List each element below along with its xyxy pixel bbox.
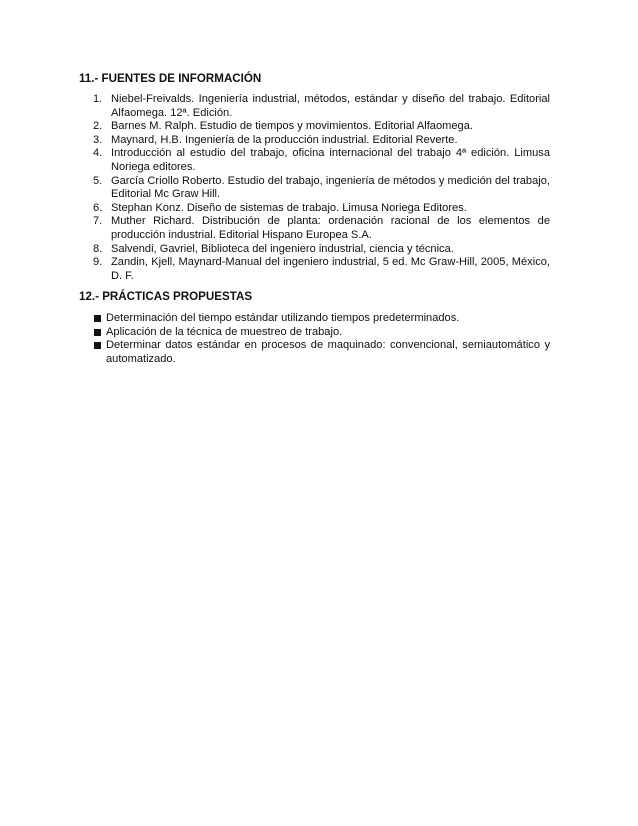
item-text: Zandin, Kjell, Maynard-Manual del ingeniero industrial, 5 ed. Mc Graw-Hill, 2005, México, D. F. (111, 256, 550, 282)
item-text: Determinar datos estándar en procesos de maquinado: convencional, semiautomático y automatizado. (106, 339, 550, 365)
section-title-practices: 12.- PRÁCTICAS PROPUESTAS (79, 290, 253, 303)
list-item (0, 175, 550, 202)
list-item (0, 312, 550, 326)
square-bullet-icon (94, 329, 101, 336)
item-text: Salvendi, Gavriel, Biblioteca del ingeniero industrial, ciencia y técnica. (111, 242, 454, 255)
item-number: 7. (93, 215, 103, 228)
item-text: Stephan Konz. Diseño de sistemas de trabajo. Limusa Noriega Editores. (111, 201, 467, 214)
item-number: 4. (93, 147, 103, 160)
item-number: 9. (93, 256, 103, 269)
item-number: 5. (93, 174, 103, 187)
list-item (0, 202, 550, 216)
item-number: 2. (93, 120, 103, 133)
sources-list (0, 93, 550, 283)
item-text: Determinación del tiempo estándar utilizando tiempos predeterminados. (106, 312, 460, 324)
list-item (0, 243, 550, 257)
item-number: 1. (93, 93, 103, 105)
item-text: Niebel-Freivalds. Ingeniería industrial, métodos, estándar y diseño del trabajo. Editorial Alfaomega. 12ª. Edición. (111, 93, 550, 119)
section-title-sources: 11.- FUENTES DE INFORMACIÓN (79, 72, 262, 85)
item-number: 8. (93, 242, 103, 255)
list-item (0, 93, 550, 120)
item-text: Barnes M. Ralph. Estudio de tiempos y movimientos. Editorial Alfaomega. (111, 120, 473, 133)
list-item (0, 326, 550, 340)
square-bullet-icon (94, 315, 101, 322)
practices-list (0, 312, 550, 366)
item-number: 3. (93, 133, 103, 146)
item-text: Muther Richard. Distribución de planta: ordenación racional de los elementos de producción industrial. Editorial Hispano Europea S.A. (111, 215, 550, 241)
item-text: García Criollo Roberto. Estudio del trabajo, ingeniería de métodos y medición del trabajo, Editorial Mc Graw Hill. (111, 174, 550, 201)
item-text: Introducción al estudio del trabajo, oficina internacional del trabajo 4ª edición. Limusa Noriega editores. (111, 147, 550, 173)
list-item (0, 256, 550, 283)
list-item (0, 134, 550, 148)
list-item (0, 215, 550, 242)
item-text: Maynard, H.B. Ingeniería de la producción industrial. Editorial Reverte. (111, 133, 458, 146)
item-text: Aplicación de la técnica de muestreo de trabajo. (106, 325, 343, 338)
square-bullet-icon (94, 342, 101, 349)
list-item (0, 120, 550, 134)
item-number: 6. (93, 201, 103, 214)
list-item (0, 339, 550, 366)
list-item (0, 147, 550, 174)
